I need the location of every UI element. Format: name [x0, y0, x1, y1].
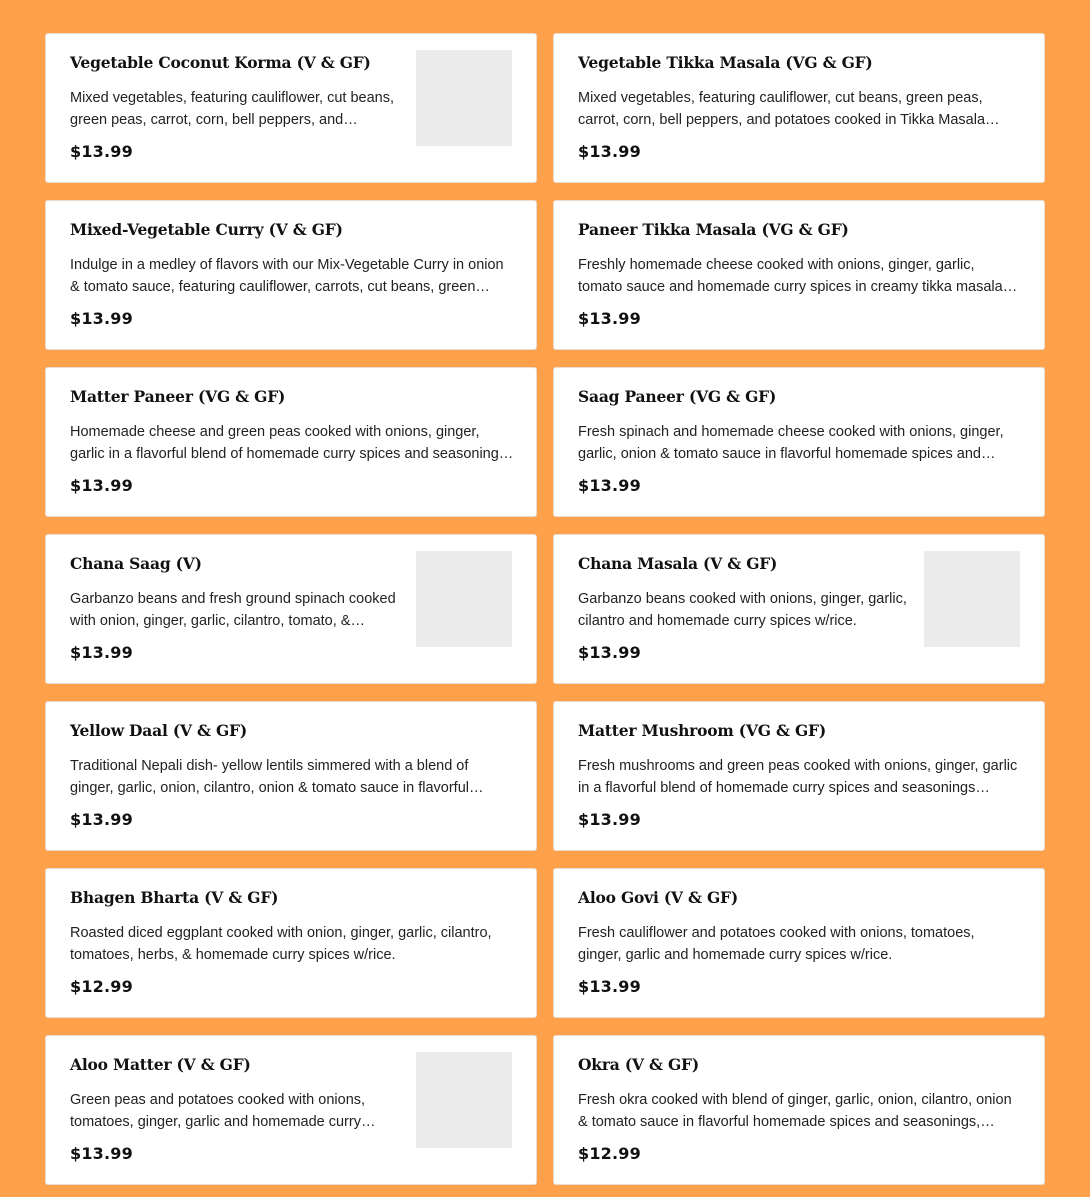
menu-item-description: Green peas and potatoes cooked with onions, tomatoes, ginger, garlic and homemade curry…	[70, 1092, 376, 1130]
menu-item-description: Fresh mushrooms and green peas cooked with onions, ginger, garlic in a flavorful blend of homemade curry spices and seasonings	[578, 758, 1018, 796]
menu-item-price: $12.99	[70, 977, 133, 996]
menu-item-text	[70, 219, 514, 298]
menu-item-card[interactable]	[45, 868, 537, 1018]
menu-item-text	[70, 386, 514, 465]
menu-item-text	[578, 553, 908, 632]
menu-item-name: Mixed-Vegetable Curry (V & GF)	[70, 220, 343, 239]
menu-item-card[interactable]	[553, 868, 1045, 1018]
menu-item-description: Freshly homemade cheese cooked with onions, ginger, garlic, tomato sauce and homemade curry spices in creamy tikka masala…	[578, 257, 1018, 295]
menu-item-name: Yellow Daal (V & GF)	[70, 721, 247, 740]
menu-item-card[interactable]	[553, 200, 1045, 350]
menu-item-text	[578, 1054, 1022, 1133]
menu-item-image-placeholder	[416, 1052, 512, 1148]
menu-item-price: $13.99	[578, 142, 641, 161]
menu-item-price: $12.99	[578, 1144, 641, 1163]
menu-item-price: $13.99	[70, 142, 133, 161]
menu-item-description: Mixed vegetables, featuring cauliflower, cut beans, green peas, carrot, corn, bell peppers, and potatoes cooked in Tikka Masala…	[578, 90, 1000, 128]
menu-item-card[interactable]	[553, 367, 1045, 517]
menu-item-text	[70, 52, 400, 131]
menu-item-image-placeholder	[416, 50, 512, 146]
menu-item-card[interactable]	[45, 1035, 537, 1185]
menu-item-text	[70, 720, 514, 799]
menu-item-price: $13.99	[70, 643, 133, 662]
menu-item-card[interactable]	[553, 33, 1045, 183]
menu-item-name: Okra (V & GF)	[578, 1055, 699, 1074]
menu-item-text	[578, 52, 1022, 131]
menu-item-image-placeholder	[416, 551, 512, 647]
menu-item-description: Indulge in a medley of flavors with our Mix-Vegetable Curry in onion & tomato sauce, featuring cauliflower, carrots, cut beans, green…	[70, 257, 504, 295]
menu-item-text	[578, 720, 1022, 799]
menu-item-name: Vegetable Tikka Masala (VG & GF)	[578, 53, 873, 72]
menu-item-description: Mixed vegetables, featuring cauliflower, cut beans, green peas, carrot, corn, bell peppers, and…	[70, 90, 395, 128]
menu-item-description: Fresh cauliflower and potatoes cooked with onions, tomatoes, ginger, garlic and homemade curry spices w/rice.	[578, 925, 975, 963]
menu-item-card[interactable]	[45, 534, 537, 684]
menu-item-image-placeholder	[924, 551, 1020, 647]
menu-item-card[interactable]	[45, 367, 537, 517]
menu-item-price: $13.99	[578, 810, 641, 829]
menu-item-description: Garbanzo beans cooked with onions, ginger, garlic, cilantro and homemade curry spices w/rice.	[578, 591, 907, 629]
menu-item-description: Roasted diced eggplant cooked with onion, ginger, garlic, cilantro, tomatoes, herbs, & homemade curry spices w/rice.	[70, 925, 492, 963]
menu-item-price: $13.99	[70, 1144, 133, 1163]
menu-item-name: Matter Mushroom (VG & GF)	[578, 721, 826, 740]
menu-item-description: Traditional Nepali dish- yellow lentils simmered with a blend of ginger, garlic, onion, cilantro, onion & tomato sauce in flavorful…	[70, 758, 484, 796]
menu-item-price: $13.99	[578, 643, 641, 662]
menu-item-text	[70, 1054, 400, 1133]
menu-item-name: Bhagen Bharta (V & GF)	[70, 888, 279, 907]
menu-item-name: Matter Paneer (VG & GF)	[70, 387, 286, 406]
menu-item-text	[578, 887, 1022, 966]
menu-item-name: Paneer Tikka Masala (VG & GF)	[578, 220, 849, 239]
menu-item-name: Aloo Govi (V & GF)	[578, 888, 738, 907]
menu-item-card[interactable]	[45, 33, 537, 183]
menu-item-card[interactable]	[45, 200, 537, 350]
menu-item-name: Aloo Matter (V & GF)	[70, 1055, 251, 1074]
menu-item-card[interactable]	[45, 701, 537, 851]
menu-item-card[interactable]	[553, 534, 1045, 684]
menu-item-name: Saag Paneer (VG & GF)	[578, 387, 777, 406]
menu-item-price: $13.99	[578, 977, 641, 996]
menu-item-name: Chana Saag (V)	[70, 554, 202, 573]
menu-item-text	[70, 887, 514, 966]
menu-item-name: Chana Masala (V & GF)	[578, 554, 778, 573]
menu-item-description: Fresh spinach and homemade cheese cooked with onions, ginger, garlic, onion & tomato sauce in flavorful homemade spices and…	[578, 424, 1004, 462]
menu-item-price: $13.99	[578, 309, 641, 328]
menu-item-text	[578, 386, 1022, 465]
menu-item-description: Garbanzo beans and fresh ground spinach cooked with onion, ginger, garlic, cilantro, tomato, &…	[70, 591, 396, 629]
menu-item-text	[70, 553, 400, 632]
menu-item-grid	[45, 33, 1045, 1185]
menu-item-name: Vegetable Coconut Korma (V & GF)	[70, 53, 371, 72]
menu-item-price: $13.99	[70, 476, 133, 495]
menu-item-description: Fresh okra cooked with blend of ginger, garlic, onion, cilantro, onion & tomato sauce in flavorful homemade spices and seasonings,…	[578, 1092, 1012, 1130]
menu-item-text	[578, 219, 1022, 298]
menu-item-price: $13.99	[578, 476, 641, 495]
menu-item-description: Homemade cheese and green peas cooked with onions, ginger, garlic in a flavorful blend of homemade curry spices and seasoning…	[70, 424, 514, 462]
menu-item-card[interactable]	[553, 1035, 1045, 1185]
menu-item-card[interactable]	[553, 701, 1045, 851]
menu-item-price: $13.99	[70, 309, 133, 328]
menu-item-price: $13.99	[70, 810, 133, 829]
